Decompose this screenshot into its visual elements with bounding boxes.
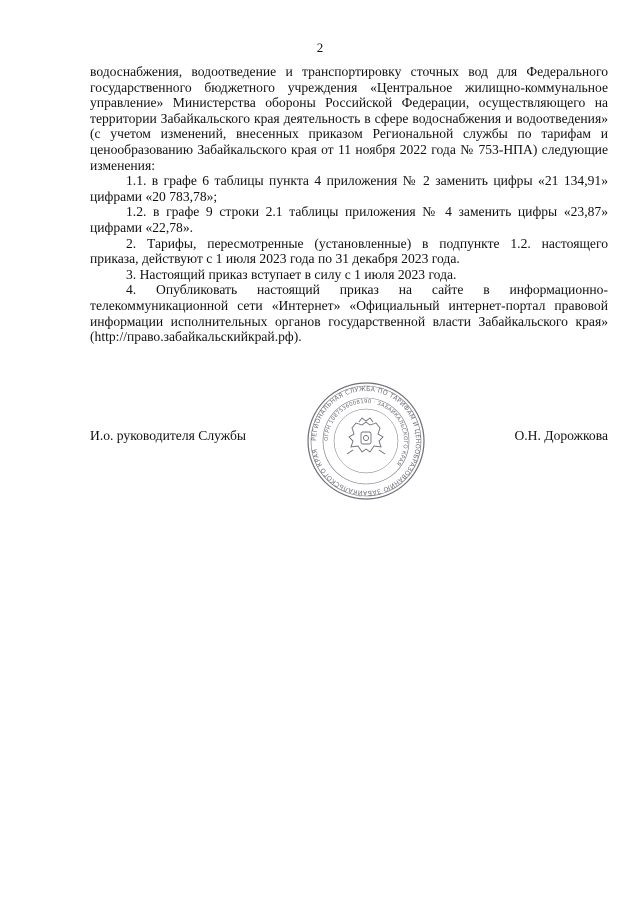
official-seal <box>305 380 427 502</box>
paragraph-continuation: водоснабжения, водоотведение и транспортировку сточных вод для Федерального государственного бюджетного учреждения «Центральное жилищно-коммунальное управление» Министерства обороны Российской Федерации, осуществляющего на территории Забайкальского края деятельность в сфере водоснабжения и водоотведения» (с учетом изменений, внесенных приказом Региональной службы по тарифам и ценообразованию Забайкальского края от 11 ноября 2022 года № 753-НПА) следующие изменения: <box>90 64 608 173</box>
paragraph-item-1-2: 1.2. в графе 9 строки 2.1 таблицы приложения № 4 заменить цифры «23,87» цифрами «22,78». <box>90 204 608 235</box>
seal-outer-text: РЕГИОНАЛЬНАЯ СЛУЖБА ПО ТАРИФАМ И ЦЕНООБРАЗОВАНИЮ ЗАБАЙКАЛЬСКОГО КРАЯ <box>310 385 422 497</box>
paragraph-item-1-1: 1.1. в графе 6 таблицы пункта 4 приложения № 2 заменить цифры «21 134,91» цифрами «20 783,78»; <box>90 173 608 204</box>
page-number: 2 <box>316 40 324 55</box>
signatory-name: О.Н. Дорожкова <box>514 428 608 443</box>
paragraph-item-3: 3. Настоящий приказ вступает в силу с 1 июля 2023 года. <box>126 266 457 282</box>
signatory-title: И.о. руководителя Службы <box>90 428 246 443</box>
coat-of-arms-icon <box>347 418 385 454</box>
seal-inner-text: ОГРН 1087536008190 · ЗАБАЙКАЛЬСКОГО КРАЯ <box>323 398 409 467</box>
document-body <box>90 64 608 345</box>
seal-graphic <box>305 380 427 502</box>
paragraph-item-4: 4. Опубликовать настоящий приказ на сайте в информационно-телекоммуникационной сети «Интернет» «Официальный интернет-портал правовой информации исполнительных органов государственной власти Забайкальского края» (http://право.забайкальскийкрай.рф). <box>90 282 608 345</box>
paragraph-item-2: 2. Тарифы, пересмотренные (установленные) в подпункте 1.2. настоящего приказа, действуют с 1 июля 2023 года по 31 декабря 2023 года. <box>90 235 608 267</box>
